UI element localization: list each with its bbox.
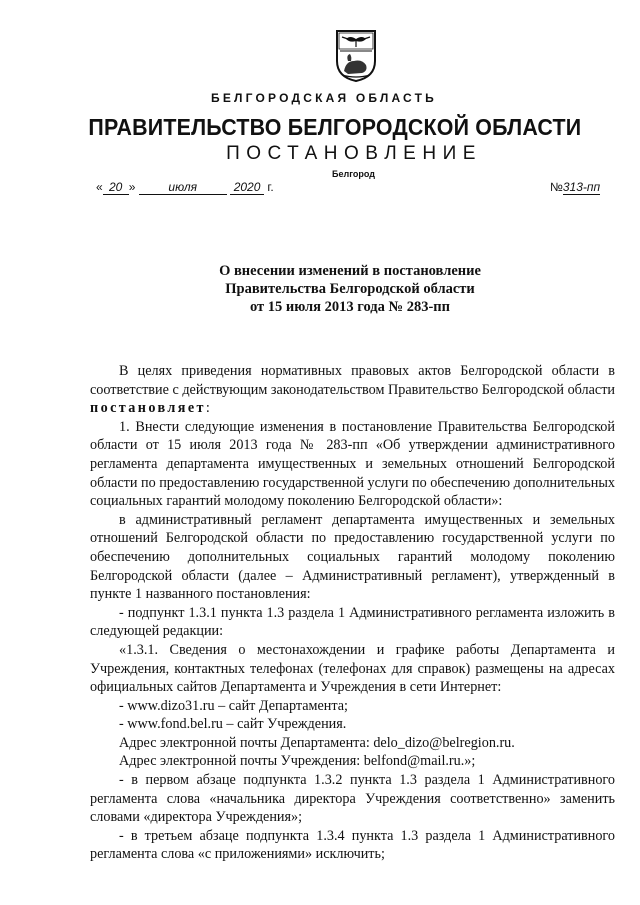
region-heading: БЕЛГОРОДСКАЯ ОБЛАСТЬ	[211, 91, 437, 105]
document-number	[550, 180, 600, 194]
paragraph-8: Адрес электронной почты Учреждения: belfond@mail.ru.»;	[119, 753, 476, 770]
paragraph-4: «1.3.1. Сведения о местонахождении и графике работы Департамента и Учреждения, контактных телефонах (телефонах для справок) размещены на адресах официальных сайтов Департамента и Учреждения в сети Интернет:	[90, 641, 615, 696]
title-line-2: Правительства Белгородской области	[225, 281, 475, 297]
document-title	[0, 262, 640, 316]
document-body	[90, 362, 615, 864]
paragraph-2: в административный регламент департамента имущественных и земельных отношений Белгородской области по предоставлению государственной услуги по обеспечению дополнительных социальных гарантий молодому поколению Белгородской области (далее – Административный регламент), утвержденный в пункте 1 названного постановления:	[90, 511, 615, 603]
date-year-suffix: г.	[267, 180, 274, 194]
paragraph-6: - www.fond.bel.ru – сайт Учреждения.	[119, 716, 347, 733]
date-close-quote: »	[128, 180, 136, 194]
paragraph-5: - www.dizo31.ru – сайт Департамента;	[119, 697, 349, 714]
title-line-1: О внесении изменений в постановление	[219, 263, 481, 279]
date-month: июля	[139, 180, 227, 195]
document-date	[96, 180, 274, 195]
preamble-resolves: постановляет	[90, 400, 206, 417]
preamble-text: В целях приведения нормативных правовых актов Белгородской области в соответствие с действующим законодательством Правительство Белгородской области	[90, 363, 615, 398]
paragraph-1: 1. Внести следующие изменения в постановление Правительства Белгородской области от 15 июля 2013 года № 283-пп «Об утверждении административного регламента департамента имущественных и земельных отношений Белгородской области по предоставлению государственной услуги по обеспечению дополнительных социальных гарантий молодому поколению Белгородской области»:	[90, 418, 615, 510]
government-heading: ПРАВИТЕЛЬСТВО БЕЛГОРОДСКОЙ ОБЛАСТИ	[88, 114, 582, 140]
paragraph-10: - в третьем абзаце подпункта 1.3.4 пункта 1.3 раздела 1 Административного регламента слова «с приложениями» исключить;	[90, 827, 615, 863]
document-type: ПОСТАНОВЛЕНИЕ	[226, 143, 482, 164]
paragraph-3: - подпункт 1.3.1 пункта 1.3 раздела 1 Административного регламента изложить в следующей редакции:	[90, 604, 615, 640]
title-line-3: от 15 июля 2013 года № 283-пп	[250, 299, 450, 315]
date-year: 2020	[230, 180, 264, 195]
coat-of-arms-icon	[334, 27, 378, 83]
date-open-quote: «	[96, 180, 103, 194]
preamble-colon: :	[205, 400, 210, 417]
number-value: 313-пп	[562, 180, 601, 194]
number-prefix: №	[550, 180, 563, 194]
city-label: Белгород	[332, 169, 375, 179]
paragraph-preamble	[90, 362, 615, 418]
paragraph-9: - в первом абзаце подпункта 1.3.2 пункта 1.3 раздела 1 Административного регламента слова «начальника директора Учреждения соответственно» заменить словами «директора Учреждения»;	[90, 772, 615, 826]
paragraph-7: Адрес электронной почты Департамента: delo_dizo@belregion.ru.	[119, 734, 515, 751]
date-day: 20	[103, 180, 129, 195]
